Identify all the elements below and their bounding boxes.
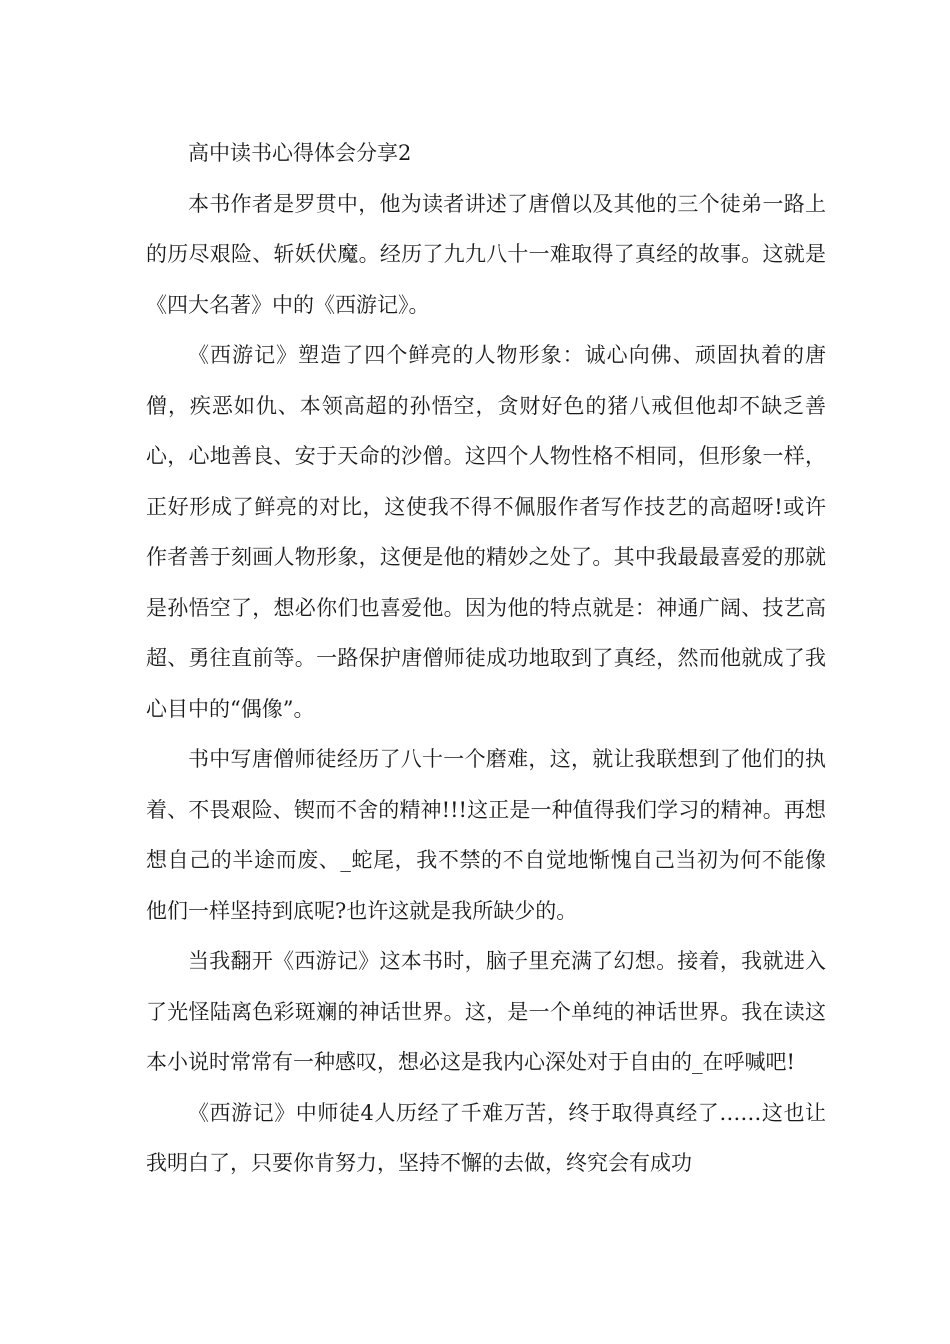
paragraph: 《西游记》塑造了四个鲜亮的人物形象：诚心向佛、顽固执着的唐僧，疾恶如仇、本领高超的孙悟空，贪财好色的猪八戒但他却不缺乏善心，心地善良、安于天命的沙僧。这四个人物性格不相同，但形象一样，正好形成了鲜亮的对比，这使我不得不佩服作者写作技艺的高超呀!或许作者善于刻画人物形象，这便是他的精妙之处了。其中我最最喜爱的那就是孙悟空了，想必你们也喜爱他。因为他的特点就是：神通广阔、技艺高超、勇往直前等。一路保护唐僧师徒成功地取到了真经，然而他就成了我心目中的“偶像”。 — [146, 343, 826, 721]
paragraph: 书中写唐僧师徒经历了八十一个磨难，这，就让我联想到了他们的执着、不畏艰险、锲而不舍的精神!!!这正是一种值得我们学习的精神。再想想自己的半途而废、_蛇尾，我不禁的不自觉地惭愧自己当初为何不能像他们一样坚持到底呢?也许这就是我所缺少的。 — [146, 747, 826, 923]
paragraph: 本书作者是罗贯中，他为读者讲述了唐僧以及其他的三个徒弟一路上的历尽艰险、斩妖伏魔。经历了九九八十一难取得了真经的故事。这就是《四大名著》中的《西游记》。 — [146, 191, 826, 317]
paragraph: 《西游记》中师徒4人历经了千难万苦，终于取得真经了……这也让我明白了，只要你肯努力，坚持不懈的去做，终究会有成功 — [146, 1100, 826, 1175]
paragraph: 当我翻开《西游记》这本书时，脑子里充满了幻想。接着，我就进入了光怪陆离色彩斑斓的神话世界。这，是一个单纯的神话世界。我在读这本小说时常常有一种感叹，想必这是我内心深处对于自由的_在呼喊吧! — [146, 949, 826, 1074]
document-body — [146, 128, 826, 1189]
document-title: 高中读书心得体会分享2 — [188, 141, 412, 165]
